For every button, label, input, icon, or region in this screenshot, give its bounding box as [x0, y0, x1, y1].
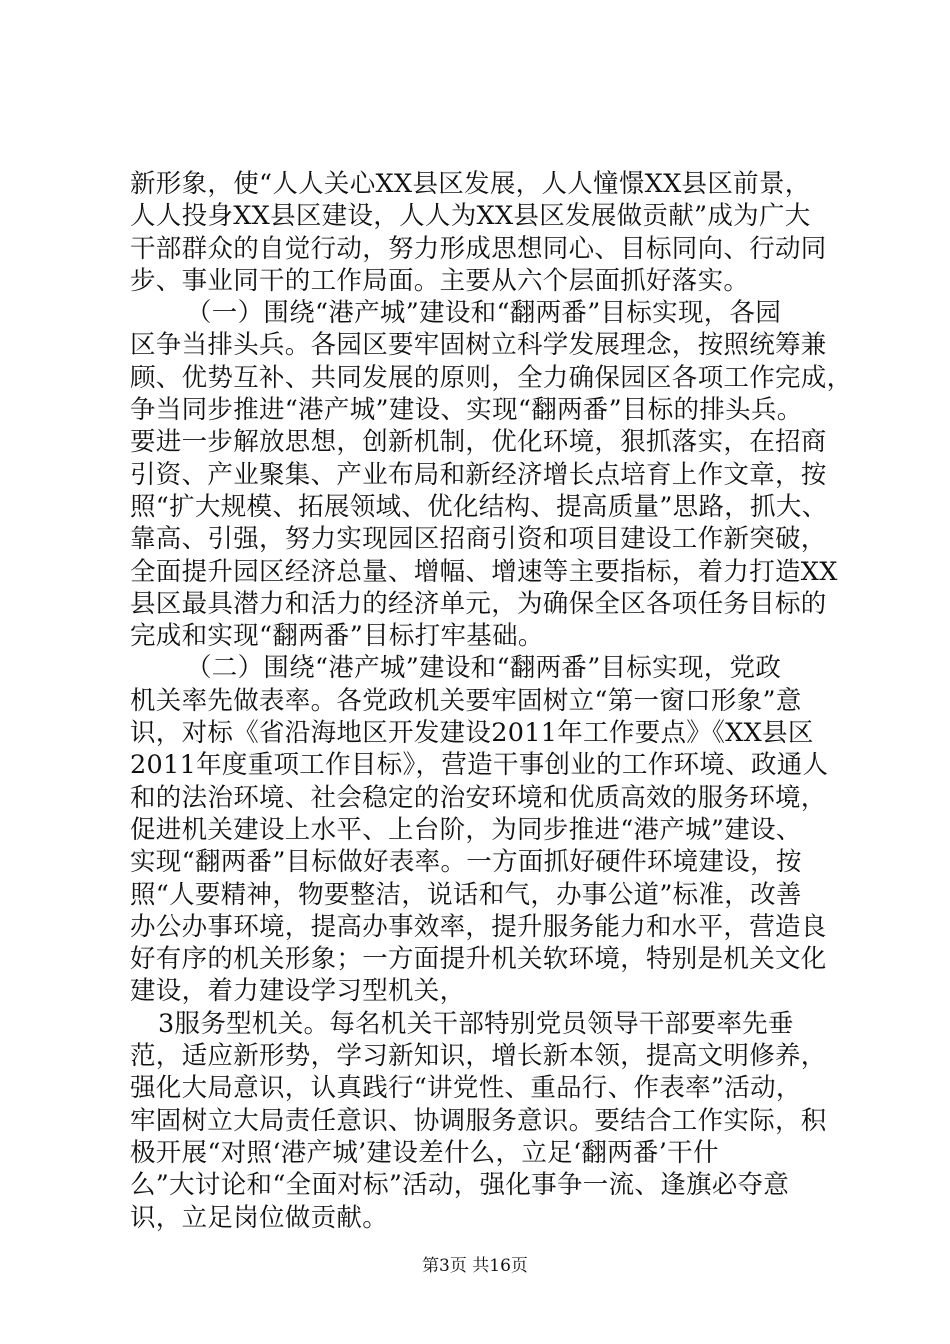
- paragraph-section-1: [130, 297, 853, 652]
- text-line: 县区最具潜力和活力的经济单元，为确保全区各项任务目标的: [130, 588, 827, 619]
- text-line: 牢固树立大局责任意识、协调服务意识。要结合工作实际，积: [130, 1105, 827, 1136]
- text-line: 建设，着力建设学习型机关，: [130, 976, 466, 1007]
- text-line: 步、事业同干的工作局面。主要从六个层面抓好落实。: [130, 265, 750, 296]
- page-footer: 第3页 共16页: [422, 1256, 528, 1276]
- document-body: [130, 168, 853, 1234]
- text-line: 强化大局意识，认真践行“讲党性、重品行、作表率”活动，: [130, 1073, 802, 1104]
- text-line: 新形象，使“人人关心XX县区发展，人人憧憬XX县区前景，: [130, 169, 811, 199]
- text-line: 办公办事环境，提高办事效率，提升服务能力和水平，营造良: [130, 911, 827, 942]
- text-line: 促进机关建设上水平、上台阶，为同步推进“港产城”建设、: [130, 814, 802, 845]
- text-line: 人人投身XX县区建设，人人为XX县区发展做贡献”成为广大: [130, 201, 811, 232]
- text-line: 和的法治环境、社会稳定的治安环境和优质高效的服务环境，: [130, 782, 827, 813]
- text-line: （一）围绕“港产城”建设和“翻两番”目标实现，各园: [186, 298, 782, 329]
- text-line: 要进一步解放思想，创新机制，优化环境，狠抓落实，在招商: [130, 427, 827, 458]
- text-line: 识，立足岗位做贡献。: [130, 1202, 389, 1233]
- text-line: 区争当排头兵。各园区要牢固树立科学发展理念，按照统筹兼: [130, 330, 827, 361]
- text-line: 么”大讨论和“全面对标”活动，强化事争一流、逢旗必夺意: [130, 1170, 790, 1201]
- paragraph-section-3: [130, 1008, 830, 1234]
- text-line: 顾、优势互补、共同发展的原则，全力确保园区各项工作完成，: [130, 362, 853, 393]
- text-line: 干部群众的自觉行动，努力形成思想同心、目标同向、行动同: [130, 233, 827, 264]
- text-line: 2011年度重项工作目标》，营造干事创业的工作环境、政通人: [130, 750, 829, 781]
- text-line: 3服务型机关。每名机关干部特别党员领导干部要率先垂: [158, 1008, 794, 1039]
- text-line: 照“扩大规模、拓展领域、优化结构、提高质量”思路，抓大、: [130, 491, 828, 522]
- paragraph-intro: [130, 168, 830, 297]
- text-line: 靠高、引强，努力实现园区招商引资和项目建设工作新突破，: [130, 524, 827, 555]
- text-line: 引资、产业聚集、产业布局和新经济增长点培育上作文章，按: [130, 459, 827, 490]
- text-line: 实现“翻两番”目标做好表率。一方面抓好硬件环境建设，按: [130, 847, 802, 878]
- text-line: （二）围绕“港产城”建设和“翻两番”目标实现，党政: [186, 653, 782, 684]
- text-line: 范，适应新形势，学习新知识，增长新本领，提高文明修养，: [130, 1041, 827, 1072]
- text-line: 识，对标《省沿海地区开发建设2011年工作要点》《XX县区: [130, 718, 814, 749]
- text-line: 照“人要精神，物要整洁，说话和气，办事公道”标准，改善: [130, 879, 802, 910]
- text-line: 争当同步推进“港产城”建设、实现“翻两番”目标的排头兵。: [130, 395, 803, 426]
- text-line: 机关率先做表率。各党政机关要牢固树立“第一窗口形象”意: [130, 685, 802, 716]
- text-line: 好有序的机关形象；一方面提升机关软环境，特别是机关文化: [130, 944, 827, 975]
- paragraph-section-2: [130, 652, 830, 1007]
- text-line: 完成和实现“翻两番”目标打牢基础。: [130, 621, 544, 652]
- text-line: 全面提升园区经济总量、增幅、增速等主要指标，着力打造XX: [130, 556, 838, 587]
- text-line: 极开展“对照‘港产城’建设差什么，立足‘翻两番’干什: [130, 1137, 719, 1168]
